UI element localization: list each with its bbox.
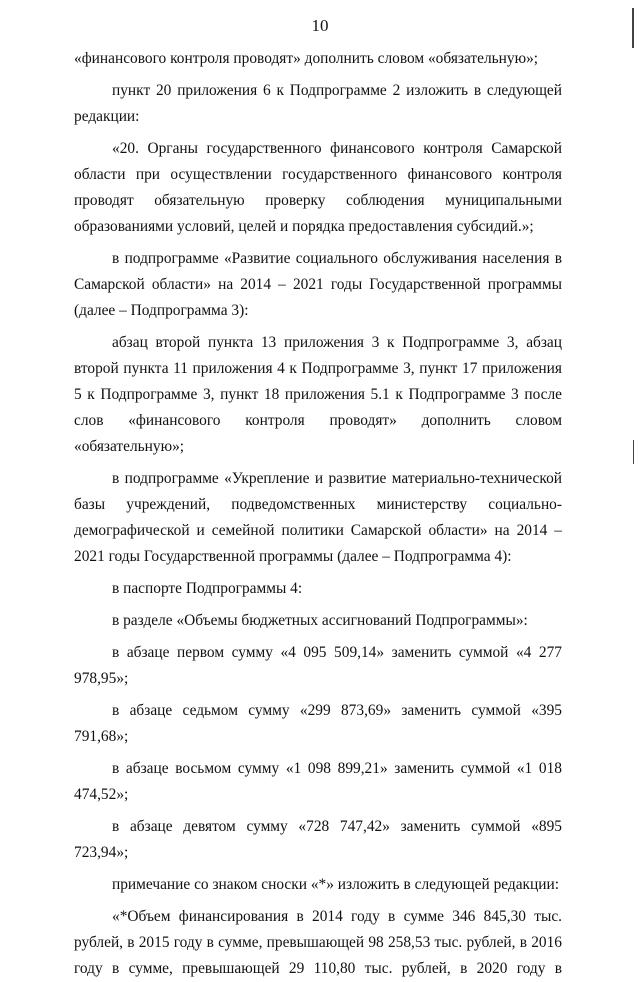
paragraph-1: «финансового контроля проводят» дополнить словом «обязательную»;: [74, 50, 539, 67]
paragraph-6: в подпрограмме «Укрепление и развитие материально-технической базы учреждений, подведомственных министерству социально-демографической и семейной политики Самарской области» на 2014 – 2021 годы Государственной программы (далее – Подпрограмма 4):: [74, 470, 562, 565]
paragraph-14: «*Объем финансирования в 2014 году в сумме 346 845,30 тыс. рублей, в 2015 году в сумме, превышающей 98 258,53 тыс. рублей, в 2016 году в сумме, превышающей 29 110,80 тыс. рублей, в 2020 году в: [74, 908, 562, 977]
page-number: 10: [311, 16, 329, 35]
paragraph-8: в разделе «Объемы бюджетных ассигнований Подпрограммы»:: [112, 612, 528, 629]
paragraph-11: в абзаце восьмом сумму «1 098 899,21» заменить суммой «1 018 474,52»;: [74, 760, 562, 803]
paragraph-4: в подпрограмме «Развитие социального обслуживания населения в Самарской области» на 2014 – 2021 годы Государственной программы (далее – Подпрограмма 3):: [74, 250, 562, 319]
paragraph-2: пункт 20 приложения 6 к Подпрограмме 2 изложить в следующей редакции:: [74, 82, 562, 125]
paragraph-13: примечание со знаком сноски «*» изложить в следующей редакции:: [112, 876, 560, 893]
scan-edge-mark: [633, 440, 634, 464]
scan-edge-mark: [632, 8, 634, 48]
document-body: [74, 46, 562, 982]
paragraph-9: в абзаце первом сумму «4 095 509,14» заменить суммой «4 277 978,95»;: [74, 644, 562, 687]
paragraph-7: в паспорте Подпрограммы 4:: [112, 580, 303, 597]
paragraph-3: «20. Органы государственного финансового контроля Самарской области при осуществлении государственного финансового контроля проводят обязательную проверку соблюдения муниципальными образованиями условий, целей и порядка предоставления субсидий.»;: [74, 140, 562, 235]
paragraph-12: в абзаце девятом сумму «728 747,42» заменить суммой «895 723,94»;: [74, 818, 562, 861]
paragraph-5: абзац второй пункта 13 приложения 3 к Подпрограмме 3, абзац второй пункта 11 приложения 4 к Подпрограмме 3, пункт 17 приложения 5 к Подпрограмме 3, пункт 18 приложения 5.1 к Подпрограмме 3 после слов «финансового контроля проводят» дополнить словом «обязательную»;: [74, 334, 562, 455]
paragraph-10: в абзаце седьмом сумму «299 873,69» заменить суммой «395 791,68»;: [74, 702, 562, 745]
